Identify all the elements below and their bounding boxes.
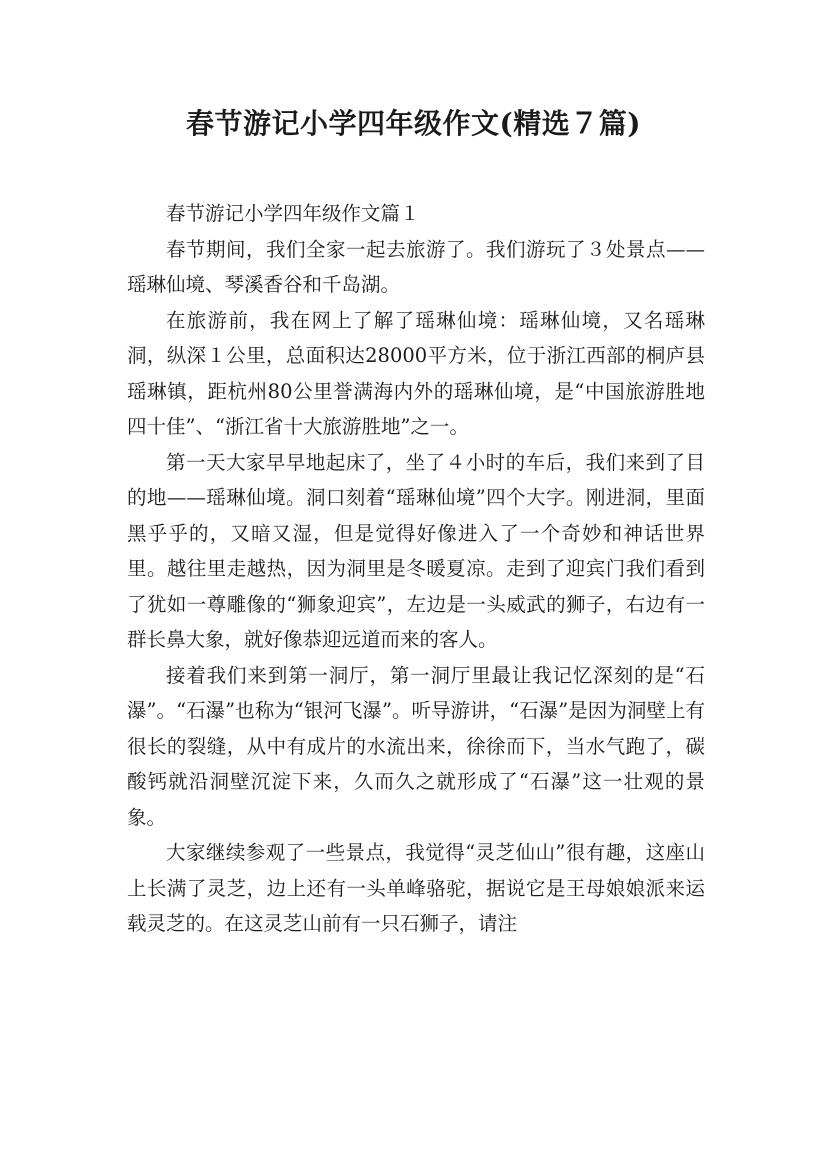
paragraph: 春节期间，我们全家一起去旅游了。我们游玩了３处景点——瑶琳仙境、琴溪香谷和千岛湖。 — [127, 237, 705, 296]
paragraph: 在旅游前，我在网上了解了瑶琳仙境：瑶琳仙境，又名瑶琳洞，纵深１公里，总面积达28000平方米，位于浙江西部的桐庐县瑶琳镇，距杭州80公里誉满海内外的瑶琳仙境，是“中国旅游胜地四十佳”、“浙江省十大旅游胜地”之一。 — [127, 308, 705, 438]
paragraph: 接着我们来到第一洞厅，第一洞厅里最让我记忆深刻的是“石瀑”。“石瀑”也称为“银河飞瀑”。听导游讲，“石瀑”是因为洞壁上有很长的裂缝，从中有成片的水流出来，徐徐而下，当水气跑了，碳酸钙就沿洞壁沉淀下来，久而久之就形成了“石瀑”这一壮观的景象。 — [127, 663, 705, 829]
paragraph: 大家继续参观了一些景点，我觉得“灵芝仙山”很有趣，这座山上长满了灵芝，边上还有一头单峰骆驼，据说它是王母娘娘派来运载灵芝的。在这灵芝山前有一只石狮子，请注 — [127, 841, 705, 935]
paragraph: 第一天大家早早地起床了，坐了４小时的车后，我们来到了目的地——瑶琳仙境。洞口刻着“瑶琳仙境”四个大字。刚进洞，里面黑乎乎的，又暗又湿，但是觉得好像进入了一个奇妙和神话世界里。越往里走越热，因为洞里是冬暖夏凉。走到了迎宾门我们看到了犹如一尊雕像的“狮象迎宾”，左边是一头威武的狮子，右边有一群长鼻大象，就好像恭迎远道而来的客人。 — [127, 450, 705, 651]
document-title: 春节游记小学四年级作文(精选７篇) — [186, 107, 641, 140]
document-body — [127, 196, 705, 942]
section-heading: 春节游记小学四年级作文篇１ — [166, 202, 420, 225]
